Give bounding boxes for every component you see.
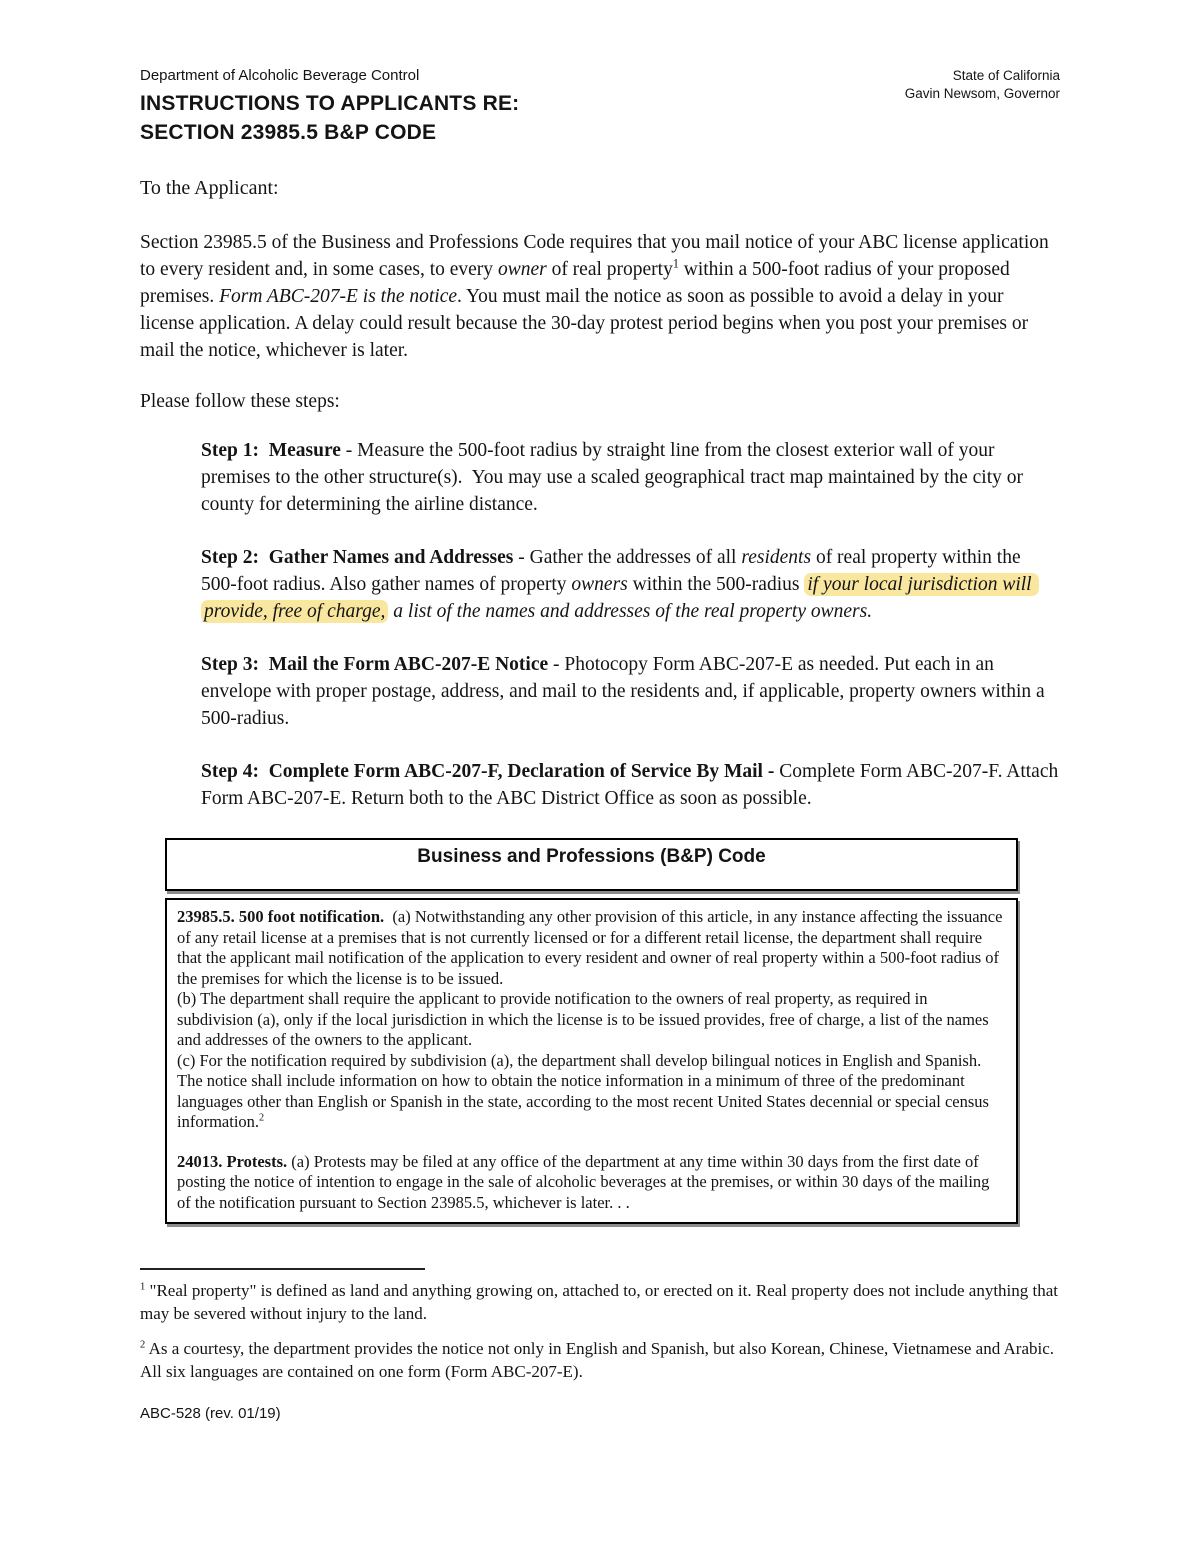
bp-code-box	[165, 838, 1018, 1224]
footnote-2-languages: $^2$ As a courtesy, the department provides the notice not only in English and Spanish, but also Korean, Chinese, Vietnamese and Arabic. All six languages are contained on one form (Form ABC-207-E).	[140, 1339, 1062, 1381]
step-1-measure: Step 1: Measure - Measure the 500-foot radius by straight line from the closest exterior wall of your premises to the other structure(s). You may use a scaled geographical tract map maintained by the city or county for determining the airline distance.	[201, 440, 1028, 515]
code-section-23985-b: (b) The department shall require the applicant to provide notification to the owners of real property, as required in subdivision (a), only if the local jurisdiction in which the license is to be issued provides, free of charge, a list of the names and addresses of the owners to the applicant.	[177, 989, 993, 1049]
steps-list	[140, 437, 1064, 812]
header-right	[905, 66, 1060, 103]
state-name: State of California	[952, 68, 1060, 83]
form-number: ABC-528 (rev. 01/19)	[140, 1405, 281, 1422]
document-title-line2: SECTION 23985.5 B&P CODE	[140, 121, 437, 144]
page-header	[140, 66, 1060, 147]
steps-intro: Please follow these steps:	[140, 391, 340, 412]
salutation: To the Applicant:	[140, 177, 279, 199]
step-3-mail-notice: Step 3: Mail the Form ABC-207-E Notice - Photocopy Form ABC-207-E as needed. Put each in an envelope with proper postage, address, and mail to the residents and, if applicable, property owners within a 500-radius.	[201, 654, 1050, 729]
code-section-23985-c: (c) For the notification required by subdivision (a), the department shall develop bilingual notices in English and Spanish. The notice shall include information on how to obtain the notice information in a minimum of three of the predominant languages other than English or Spanish in the state, according to the most recent United States decennial or special census information.$^2$	[177, 1050, 994, 1131]
step-4-complete-form: Step 4: Complete Form ABC-207-F, Declaration of Service By Mail - Complete Form ABC-207-F. Attach Form ABC-207-E. Return both to the ABC District Office as soon as possible.	[201, 761, 1064, 809]
governor-name: Gavin Newsom, Governor	[904, 86, 1060, 101]
footnote-divider	[140, 1268, 425, 1270]
code-section-23985-a: 23985.5. 500 foot notification. (a) Notwithstanding any other provision of this article, in any instance affecting the issuance of any retail license at a premises that is not currently licensed or for a different retail license, the department shall require that the applicant mail notification of the application to every resident and owner of real property within a 500-foot radius of the premises for which the license is to be issued.	[177, 907, 1007, 988]
bp-code-box-title: Business and Professions (B&P) Code	[165, 838, 1018, 891]
step-2-gather-names: Step 2: Gather Names and Addresses - Gather the addresses of all residents of real property within the 500-foot radius. Also gather names of property owners within the 500-radius if your local jurisdiction will provide, free of charge, a list of the names and addresses of the real property owners.	[201, 544, 1060, 625]
department-name: Department of Alcoholic Beverage Control	[140, 67, 420, 84]
document-title-line1: INSTRUCTIONS TO APPLICANTS RE:	[140, 92, 520, 115]
intro-paragraph: Section 23985.5 of the Business and Professions Code requires that you mail notice of your ABC license application to every resident and, in some cases, to every owner of real property$^1$ within a 500-foot radius of your proposed premises. Form ABC-207-E is the notice. You must mail the notice as soon as possible to avoid a delay in your license application. A delay could result because the 30-day protest period begins when you post your premises or mail the notice, whichever is later.	[140, 232, 1054, 361]
footnote-1-real-property: $^1$ "Real property" is defined as land and anything growing on, attached to, or erected on it. Real property does not include anything that may be severed without injury to the land.	[140, 1281, 1063, 1323]
code-section-24013-protests: 24013. Protests. (a) Protests may be filed at any office of the department at any time within 30 days from the first date of posting the notice of intention to engage in the sale of alcoholic beverages at the premises, or within 30 days of the mailing of the notification pursuant to Section 23985.5, whichever is later. . .	[177, 1151, 994, 1212]
header-left	[140, 66, 519, 147]
bp-code-box-body	[165, 898, 1018, 1224]
